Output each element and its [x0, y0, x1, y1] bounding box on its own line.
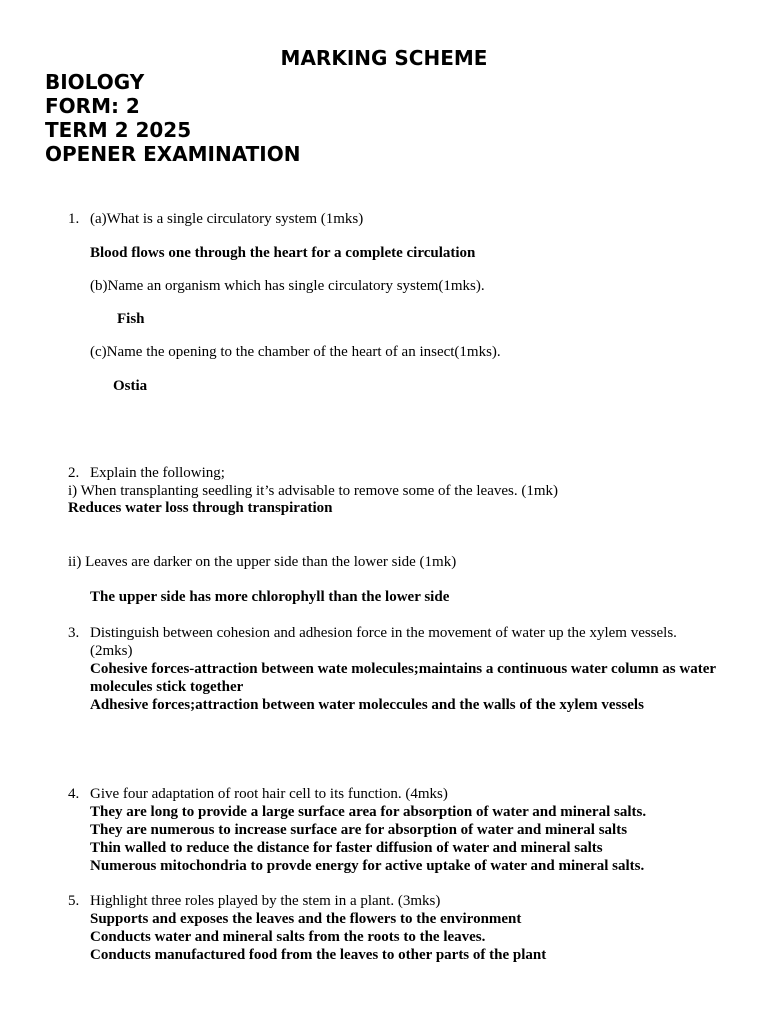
document-title: MARKING SCHEME	[280, 46, 488, 70]
q3-question-line2: (2mks)	[90, 643, 133, 659]
q5-answer: Conducts water and mineral salts from the roots to the leaves.	[90, 929, 486, 945]
q1b-answer: Fish	[117, 311, 145, 327]
q1c-question: (c)Name the opening to the chamber of the heart of an insect(1mks).	[90, 344, 501, 360]
q4-number: 4.	[68, 786, 80, 802]
q2i-answer: Reduces water loss through transpiration	[68, 500, 333, 516]
q2-number: 2.	[68, 465, 80, 481]
term-heading: TERM 2 2025	[45, 118, 192, 142]
q3-answer1-line1: Cohesive forces-attraction between wate molecules;maintains a continuous water column as water	[90, 661, 717, 677]
q5-number: 5.	[68, 893, 80, 909]
q5-question: Highlight three roles played by the stem in a plant. (3mks)	[90, 893, 441, 909]
q3-question-line1: Distinguish between cohesion and adhesion force in the movement of water up the xylem vessels.	[90, 625, 677, 641]
subject-heading: BIOLOGY	[45, 70, 145, 94]
q4-question: Give four adaptation of root hair cell to its function. (4mks)	[90, 786, 448, 802]
q2i-question: i) When transplanting seedling it’s advisable to remove some of the leaves. (1mk)	[68, 483, 559, 499]
q2ii-answer: The upper side has more chlorophyll than the lower side	[90, 589, 450, 605]
q4-answer: Thin walled to reduce the distance for faster diffusion of water and mineral salts	[90, 840, 603, 856]
q1-number: 1.	[68, 211, 80, 227]
q4-answer: They are numerous to increase surface are for absorption of water and mineral salts	[90, 822, 628, 838]
q2ii-question: ii) Leaves are darker on the upper side than the lower side (1mk)	[68, 554, 457, 570]
q4-answer: Numerous mitochondria to provde energy for active uptake of water and mineral salts.	[90, 858, 645, 874]
q1a-answer: Blood flows one through the heart for a complete circulation	[90, 245, 476, 261]
exam-heading: OPENER EXAMINATION	[45, 142, 301, 166]
q3-answer1-line2: molecules stick together	[90, 679, 244, 695]
q2-intro: Explain the following;	[90, 465, 225, 481]
q5-answer: Supports and exposes the leaves and the flowers to the environment	[90, 911, 522, 927]
q5-answer: Conducts manufactured food from the leaves to other parts of the plant	[90, 947, 547, 963]
q1b-question: (b)Name an organism which has single circulatory system(1mks).	[90, 278, 485, 294]
q1a-question: (a)What is a single circulatory system (1mks)	[90, 211, 364, 227]
q3-answer2: Adhesive forces;attraction between water moleccules and the walls of the xylem vessels	[90, 697, 644, 713]
q3-number: 3.	[68, 625, 80, 641]
form-heading: FORM: 2	[45, 94, 140, 118]
q4-answer: They are long to provide a large surface area for absorption of water and mineral salts.	[90, 804, 647, 820]
q1c-answer: Ostia	[113, 378, 148, 394]
